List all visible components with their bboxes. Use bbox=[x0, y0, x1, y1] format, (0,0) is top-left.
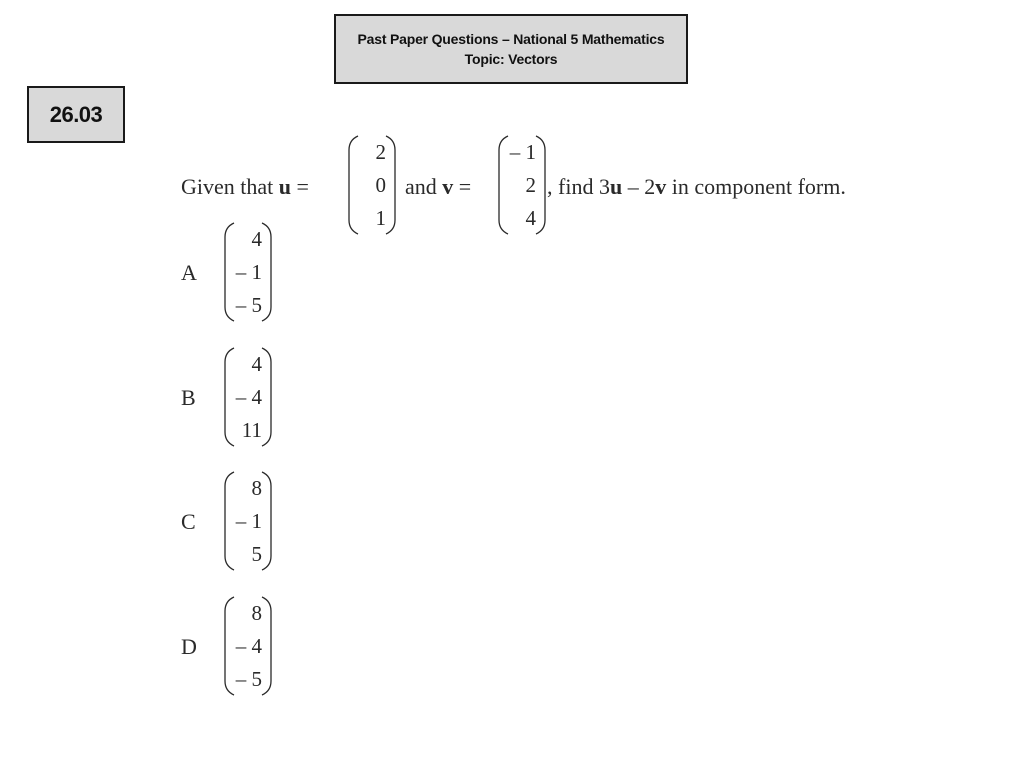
option-c-entry-1: 8 bbox=[251, 476, 262, 501]
u-entry-1: 2 bbox=[375, 140, 386, 165]
option-d-vector bbox=[224, 595, 272, 697]
option-d-entry-2: – 4 bbox=[235, 633, 262, 658]
question-and bbox=[405, 174, 471, 200]
option-a-entry-2: – 1 bbox=[235, 259, 262, 284]
v-equals: = bbox=[453, 174, 472, 199]
minus-text: – 2 bbox=[622, 174, 656, 199]
option-b-vector bbox=[224, 346, 272, 448]
option-a-entry-1: 4 bbox=[251, 227, 262, 252]
tail-text: in component form. bbox=[666, 174, 846, 199]
v-entry-3: 4 bbox=[525, 205, 536, 230]
u-entry-2: 0 bbox=[375, 172, 386, 197]
option-b-entry-3: 11 bbox=[241, 417, 262, 442]
option-b-letter: B bbox=[181, 385, 196, 410]
u-vector bbox=[348, 134, 396, 236]
header-box bbox=[334, 14, 688, 84]
v-entry-1: – 1 bbox=[509, 140, 536, 165]
option-a-entry-3: – 5 bbox=[235, 292, 262, 317]
option-b-entry-2: – 4 bbox=[235, 384, 262, 409]
u-equals: = bbox=[291, 174, 309, 199]
option-c-entry-2: – 1 bbox=[235, 508, 262, 533]
v-vector bbox=[498, 134, 546, 236]
v-entry-2: 2 bbox=[525, 172, 536, 197]
question-intro bbox=[181, 174, 309, 200]
option-d-entry-3: – 5 bbox=[235, 666, 262, 691]
question-number: 26.03 bbox=[27, 86, 125, 143]
option-c-letter: C bbox=[181, 509, 196, 534]
option-b-entry-1: 4 bbox=[251, 352, 262, 377]
v-symbol: v bbox=[442, 174, 454, 199]
option-d-letter: D bbox=[181, 634, 197, 659]
option-c-vector bbox=[224, 470, 272, 572]
option-c-entry-3: 5 bbox=[251, 541, 262, 566]
header-title: Past Paper Questions – National 5 Mathematics bbox=[357, 31, 665, 47]
option-d-entry-1: 8 bbox=[251, 601, 262, 626]
u-entry-3: 1 bbox=[375, 205, 386, 230]
option-a-letter: A bbox=[181, 260, 197, 285]
find-text: , find 3 bbox=[547, 174, 610, 199]
header-topic: Topic: Vectors bbox=[464, 51, 558, 67]
v-symbol-2: v bbox=[655, 174, 667, 199]
question-find bbox=[547, 174, 846, 200]
u-symbol-2: u bbox=[609, 174, 623, 199]
and-text: and bbox=[405, 174, 443, 199]
u-symbol: u bbox=[278, 174, 292, 199]
intro-text: Given that bbox=[181, 174, 279, 199]
option-a-vector bbox=[224, 221, 272, 323]
